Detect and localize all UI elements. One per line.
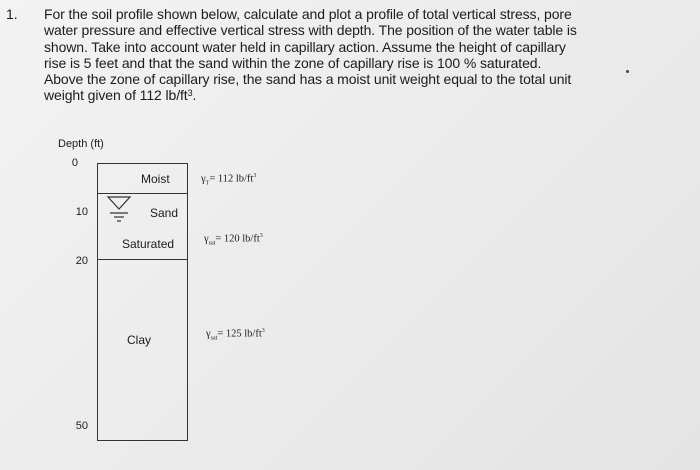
depth-axis-title: Depth (ft)	[58, 138, 104, 150]
depth-tick-10: 10	[75, 206, 88, 218]
question-text	[44, 6, 669, 104]
depth-tick-0: 0	[71, 157, 78, 169]
depth-tick-50: 50	[75, 420, 88, 432]
question-line: shown. Take into account water held in capillary action. Assume the height of capillary	[44, 38, 566, 55]
layer-label-moist: Moist	[141, 172, 170, 186]
layer-label-saturated: Saturated	[122, 237, 175, 251]
question-line: Above the zone of capillary rise, the sand has a moist unit weight equal to the total unit	[44, 71, 572, 88]
question-line: water pressure and effective vertical stress with depth. The position of the water table is	[44, 22, 577, 39]
depth-tick-20: 20	[75, 255, 88, 267]
question-line: rise is 5 feet and that the sand within the zone of capillary rise is 100 % saturated.	[44, 54, 542, 71]
sand-clay-boundary	[97, 259, 188, 260]
unit-weight-clay-sat: $\gamma_{sat}= 125$ $lb/ft^3$	[206, 328, 265, 342]
question-number: 1.	[6, 6, 18, 22]
water-table-icon	[106, 196, 132, 222]
question-line-last: weight given of 112 $lb/ft^3$.	[44, 87, 197, 104]
layer-label-clay: Clay	[127, 333, 152, 347]
question-line: For the soil profile shown below, calculate and plot a profile of total vertical stress, pore	[44, 6, 572, 22]
layer-label-sand: Sand	[150, 206, 179, 220]
unit-weight-sand-sat: $\gamma_{sat}= 120$ $lb/ft^3$	[204, 233, 263, 247]
stray-dot	[626, 70, 629, 73]
moist-zone-boundary	[97, 193, 188, 194]
unit-weight-moist: $\gamma_T= 112$ $lb/ft^3$	[201, 173, 257, 187]
